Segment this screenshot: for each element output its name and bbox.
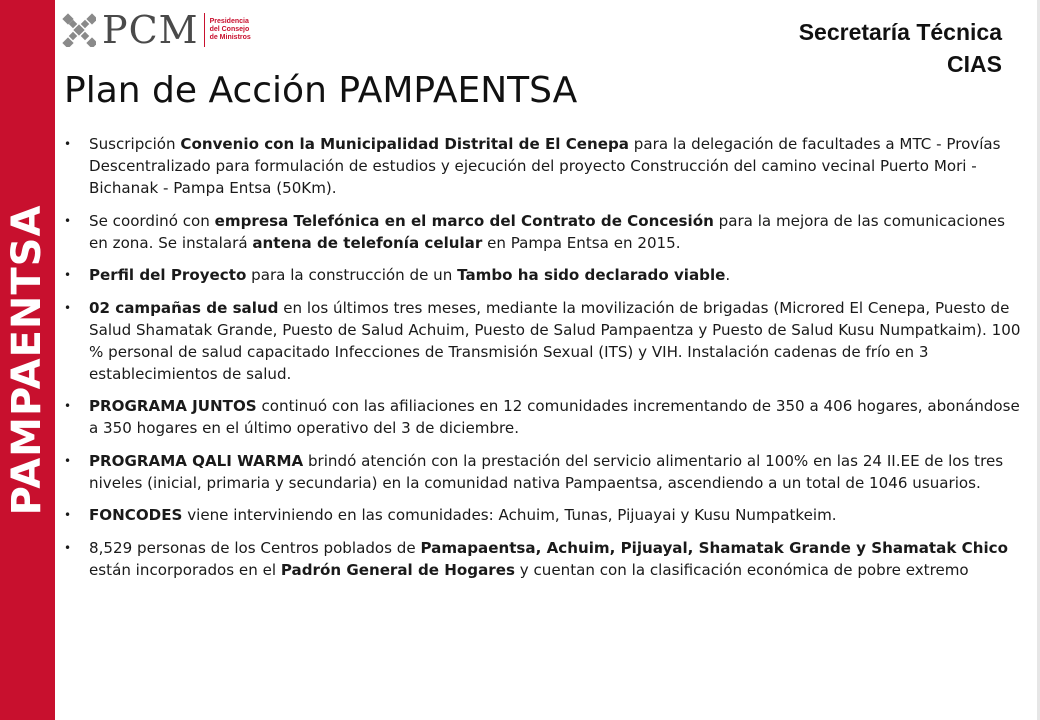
bullet-text-bold: PROGRAMA QALI WARMA [89,451,304,470]
bullet-text-bold: Tambo ha sido declarado viable [457,266,726,284]
logo-sub-line: Presidencia [209,18,249,25]
bullet-text-bold: empresa Telefónica en el marco del Contrato de Concesión [214,211,714,230]
bullet-text-bold: Perfil del Proyecto [89,266,247,284]
bullet-dot-icon: • [64,213,72,228]
bullet-text: para la mejora de las comunicaciones en zona. Se instalará [89,211,1005,252]
logo-sub-line: de Ministros [209,34,251,41]
bullet-text: Se coordinó con [89,211,215,230]
bullet-item [64,395,1028,439]
bullet-text-bold: 02 campañas de salud [89,298,279,317]
bullet-text-bold: antena de telefonía celular [252,233,483,252]
bullet-item [64,210,1028,254]
bullet-list [64,133,1028,591]
bullet-dot-icon: • [64,453,72,468]
bullet-text-bold: FONCODES [89,506,183,524]
bullet-text: para la construcción de un [246,266,458,284]
bullet-item [64,264,1028,286]
bullet-text-bold: Convenio con la Municipalidad Distrital de El Cenepa [180,135,629,153]
bullet-text-bold: Pamapaentsa, Achuim, Pijuayal, Shamatak Grande y Shamatak Chico [420,538,1008,557]
logo-subtitle [210,18,251,42]
bullet-text: en los últimos tres meses, mediante la movilización de brigadas (Microred El Cenepa, Puesto de Salud Shamatak Grande, Puesto de Salud Achuim, Puesto de Salud Pampaentza y Puesto de Salud Kusu Numpatkaim). 100 % personal de salud capacitado Infecciones de Transmisión Sexual (ITS) y VIH. Instalación cadenas de frío en 3 establecimientos de salud. [89,298,1021,383]
pcm-emblem-icon [62,13,96,47]
side-label: PAMPAENTSA [4,204,50,516]
bullet-dot-icon: • [64,399,72,413]
bullet-dot-icon: • [64,300,72,315]
side-band [0,0,55,720]
org-title [799,16,1002,80]
bullet-dot-icon: • [64,540,72,555]
bullet-item [64,504,1028,526]
pcm-logo [62,8,251,52]
bullet-dot-icon: • [64,268,72,282]
bullet-item [64,450,1028,494]
bullet-text: viene interviniendo en las comunidades: Achuim, Tunas, Pijuayai y Kusu Numpatkeim. [182,506,837,524]
bullet-text: Suscripción [89,135,181,153]
bullet-text: en Pampa Entsa en 2015. [482,233,681,252]
org-title-line2: CIAS [947,51,1002,77]
bullet-text: 8,529 personas de los Centros poblados de [89,538,421,557]
page-title: Plan de Acción PAMPAENTSA [64,70,578,111]
bullet-dot-icon: • [64,508,72,522]
bullet-text: . [725,266,731,284]
bullet-dot-icon: • [64,137,72,151]
bullet-text: para la delegación de facultades a MTC - Provías Descentralizado para formulación de estudios y ejecución del proyecto Construcción del camino vecinal Puerto Mori - Bichanak - Pampa Entsa (50Km). [89,135,1001,197]
logo-sub-line: del Consejo [209,26,250,33]
logo-divider [204,13,205,47]
bullet-text: y cuentan con la clasificación económica de pobre extremo [514,560,969,579]
bullet-text-bold: PROGRAMA JUNTOS [89,397,257,415]
org-title-line1: Secretaría Técnica [798,19,1002,45]
bullet-text: están incorporados en el [89,560,281,579]
bullet-text: brindó atención con la prestación del servicio alimentario al 100% en las 24 II.EE de los tres niveles (inicial, primaria y secundaria) en la comunidad nativa Pampaentsa, ascendiendo a un total de 1046 usuarios. [89,451,1004,492]
bullet-text-bold: Padrón General de Hogares [280,560,515,579]
bullet-item [64,537,1028,581]
logo-wordmark: PCM [102,8,199,52]
bullet-item [64,133,1028,199]
bullet-text: continuó con las afiliaciones en 12 comunidades incrementando de 350 a 406 hogares, abonándose a 350 hogares en el último operativo del 3 de diciembre. [89,397,1020,437]
bullet-item [64,297,1028,385]
